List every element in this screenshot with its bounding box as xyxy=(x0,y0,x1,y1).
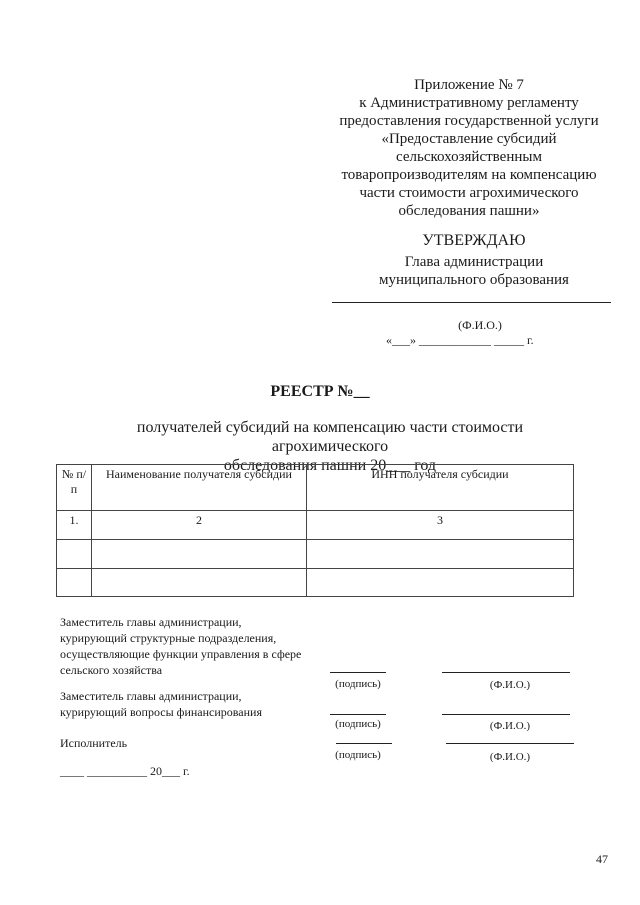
appendix-line: части стоимости агрохимического xyxy=(359,185,579,201)
signature-line xyxy=(330,672,386,673)
fio-caption: (Ф.И.О.) xyxy=(489,679,531,691)
header-recipient-name: Наименование получателя субсидии xyxy=(92,465,307,511)
approval-organization: муниципального образования xyxy=(379,272,569,288)
label-line: курирующий вопросы финансирования xyxy=(60,705,262,719)
table-cell[interactable] xyxy=(307,540,574,569)
table-cell[interactable] xyxy=(92,540,307,569)
executor-label: Исполнитель xyxy=(60,736,128,750)
deputy-agriculture-label xyxy=(60,614,301,678)
cell-number: 1. xyxy=(57,511,92,540)
table-cell[interactable] xyxy=(307,569,574,597)
label-line: сельского хозяйства xyxy=(60,663,163,677)
table-cell[interactable] xyxy=(92,569,307,597)
appendix-line: к Административному регламенту xyxy=(359,95,579,111)
appendix-header xyxy=(330,76,608,220)
appendix-line: обследования пашни» xyxy=(398,203,540,219)
appendix-line: товаропроизводителям на компенсацию xyxy=(341,167,597,183)
table-number-row xyxy=(57,511,574,540)
fio-line xyxy=(442,672,570,673)
appendix-line: Приложение № 7 xyxy=(414,77,524,93)
table-cell[interactable] xyxy=(57,569,92,597)
header-number: № п/п xyxy=(57,465,92,511)
fio-caption: (Ф.И.О.) xyxy=(489,751,531,763)
label-line: Заместитель главы администрации, xyxy=(60,689,242,703)
signature-caption: (подпись) xyxy=(335,678,381,690)
footer-date: ____ __________ 20___ г. xyxy=(60,764,190,778)
approval-fio: (Ф.И.О.) xyxy=(458,318,502,332)
registry-title: РЕЕСТР №__ xyxy=(270,383,370,400)
appendix-line: «Предоставление субсидий xyxy=(381,131,557,147)
approval-position: Глава администрации xyxy=(404,254,544,270)
fio-caption: (Ф.И.О.) xyxy=(489,720,531,732)
fio-line xyxy=(442,714,570,715)
registry-subtitle-line: обследования пашни 20___ год xyxy=(223,457,437,474)
table-row xyxy=(57,569,574,597)
appendix-line: предоставления государственной услуги xyxy=(339,113,599,129)
signature-line xyxy=(336,743,392,744)
approval-title: УТВЕРЖДАЮ xyxy=(422,232,526,249)
table-row xyxy=(57,540,574,569)
signature-line xyxy=(330,714,386,715)
registry-table xyxy=(56,464,574,597)
registry-subtitle-line: получателей субсидий на компенсацию части стоимости агрохимического xyxy=(136,419,524,455)
cell-number: 3 xyxy=(307,511,574,540)
fio-line xyxy=(446,743,574,744)
label-line: курирующий структурные подразделения, xyxy=(60,631,277,645)
label-line: осуществляющие функции управления в сфере xyxy=(60,647,302,661)
appendix-line: сельскохозяйственным xyxy=(396,149,542,165)
label-line: Заместитель главы администрации, xyxy=(60,615,242,629)
table-cell[interactable] xyxy=(57,540,92,569)
cell-number: 2 xyxy=(92,511,307,540)
deputy-finance-label xyxy=(60,688,262,720)
page-number: 47 xyxy=(596,852,608,866)
approval-date: «___» ____________ _____ г. xyxy=(386,333,534,347)
signature-caption: (подпись) xyxy=(335,749,381,761)
approval-signature-line xyxy=(332,302,611,303)
header-inn: ИНН получателя субсидии xyxy=(307,465,574,511)
signature-caption: (подпись) xyxy=(335,718,381,730)
table-header-row xyxy=(57,465,574,511)
